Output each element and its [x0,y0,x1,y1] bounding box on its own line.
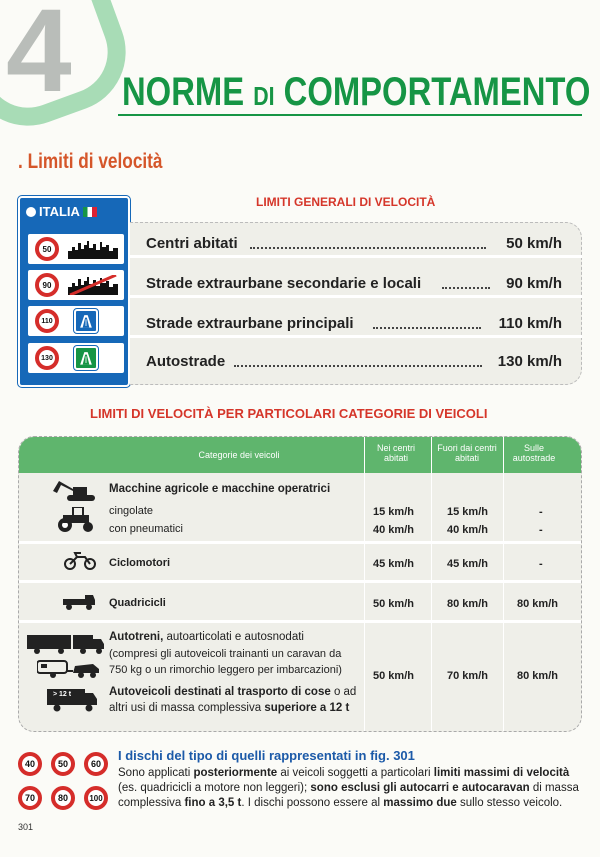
city-end-icon [68,275,118,295]
limit-disc-icon: 130 [35,346,59,370]
sign-row-50 [28,234,124,264]
general-limits-title: LIMITI GENERALI DI VELOCITÀ [256,195,436,209]
quadricycle-icon [61,591,97,611]
general-limit-row: Strade extraurbane principali 110 km/h [130,309,582,338]
note-body: Sono applicati posteriormente ai veicoli soggetti a particolari limiti massimi di velocità (es. quadricicli a motore non leggeri); sono esclusi gli autocarri e autocaravan di massa complessiva fino a 3,5 t. I dischi possono essere al massimo due sullo stesso veicolo. [118,767,579,809]
sign-row-90 [28,270,124,300]
limit-disc-icon: 50 [35,237,59,261]
speed-disc-icon: 40 [18,752,42,776]
chapter-number: 4 [6,0,72,117]
motorway-sign-icon [74,346,98,370]
category-limits-title: LIMITI DI VELOCITÀ PER PARTICOLARI CATEGORIE DI VEICOLI [90,406,488,421]
excavator-icon [49,479,101,503]
limit-disc-icon: 90 [35,273,59,297]
general-limit-row: Strade extraurbane secondarie e locali 90 km/h [130,269,582,298]
header-category: Categorie dei veicoli [198,450,280,460]
articulated-truck-icon [27,633,105,655]
header-urban: Nei centri abitati [376,443,415,463]
expressway-sign-icon [74,309,98,333]
italy-flag-icon [83,207,97,217]
speed-disc-icon: 80 [51,786,75,810]
city-skyline-icon [68,239,118,259]
general-limit-row: Autostrade 130 km/h [146,353,562,370]
general-limit-row: Centri abitati 50 km/h [130,229,582,258]
speed-disc-icon: 100 [84,786,108,810]
tractor-icon [53,507,97,533]
header-extra: Fuori dai centri abitati [437,443,497,463]
sign-row-110 [28,306,124,336]
speed-disc-icon: 60 [84,752,108,776]
italia-header: ITALIA [26,204,97,219]
truck-weight-badge: > 12 t [53,691,72,698]
country-disc-icon [26,207,36,217]
sign-row-130 [28,343,124,373]
general-limits-panel [130,222,582,385]
car-caravan-icon [37,659,101,679]
italia-sign [18,196,130,387]
note-title: I dischi del tipo di quelli rappresentati in fig. 301 [118,748,415,763]
title-rule [118,114,582,116]
moped-icon [63,551,97,571]
category-limits-table: Categorie dei veicoli Nei centri abitati Fuori dai centri abitati Sulle autostrade Macchine agricole e macchine operatrici cingolate con pneumatici 15 km/h 40 km/h 15 km/h 40 km/h - - Ciclomotori 45 km/h 45 km/h - Quadricicli 50 km/h 80 km/h 80 km/h > 12 t Autotreni, autoarticolati e autosnodati (compresi gli autoveicoli trainanti un caravan da 750 kg o un rimorchio leggero per imbarcazioni) Autoveicoli destinati al trasporto di cose o ad altri usi di massa complessiva superiore a 12 t 50 km/h 70 km/h 80 km/h [18,436,582,732]
page-title: NORME DI COMPORTAMENTO [122,70,591,114]
speed-discs-figure [18,752,110,816]
limit-disc-icon: 110 [35,309,59,333]
page-number: 301 [18,822,34,832]
header-motorway: Sulle autostrade [512,443,556,463]
table-header [19,437,582,473]
section-title: . Limiti di velocità [18,150,163,173]
speed-disc-icon: 50 [51,752,75,776]
speed-disc-icon: 70 [18,786,42,810]
